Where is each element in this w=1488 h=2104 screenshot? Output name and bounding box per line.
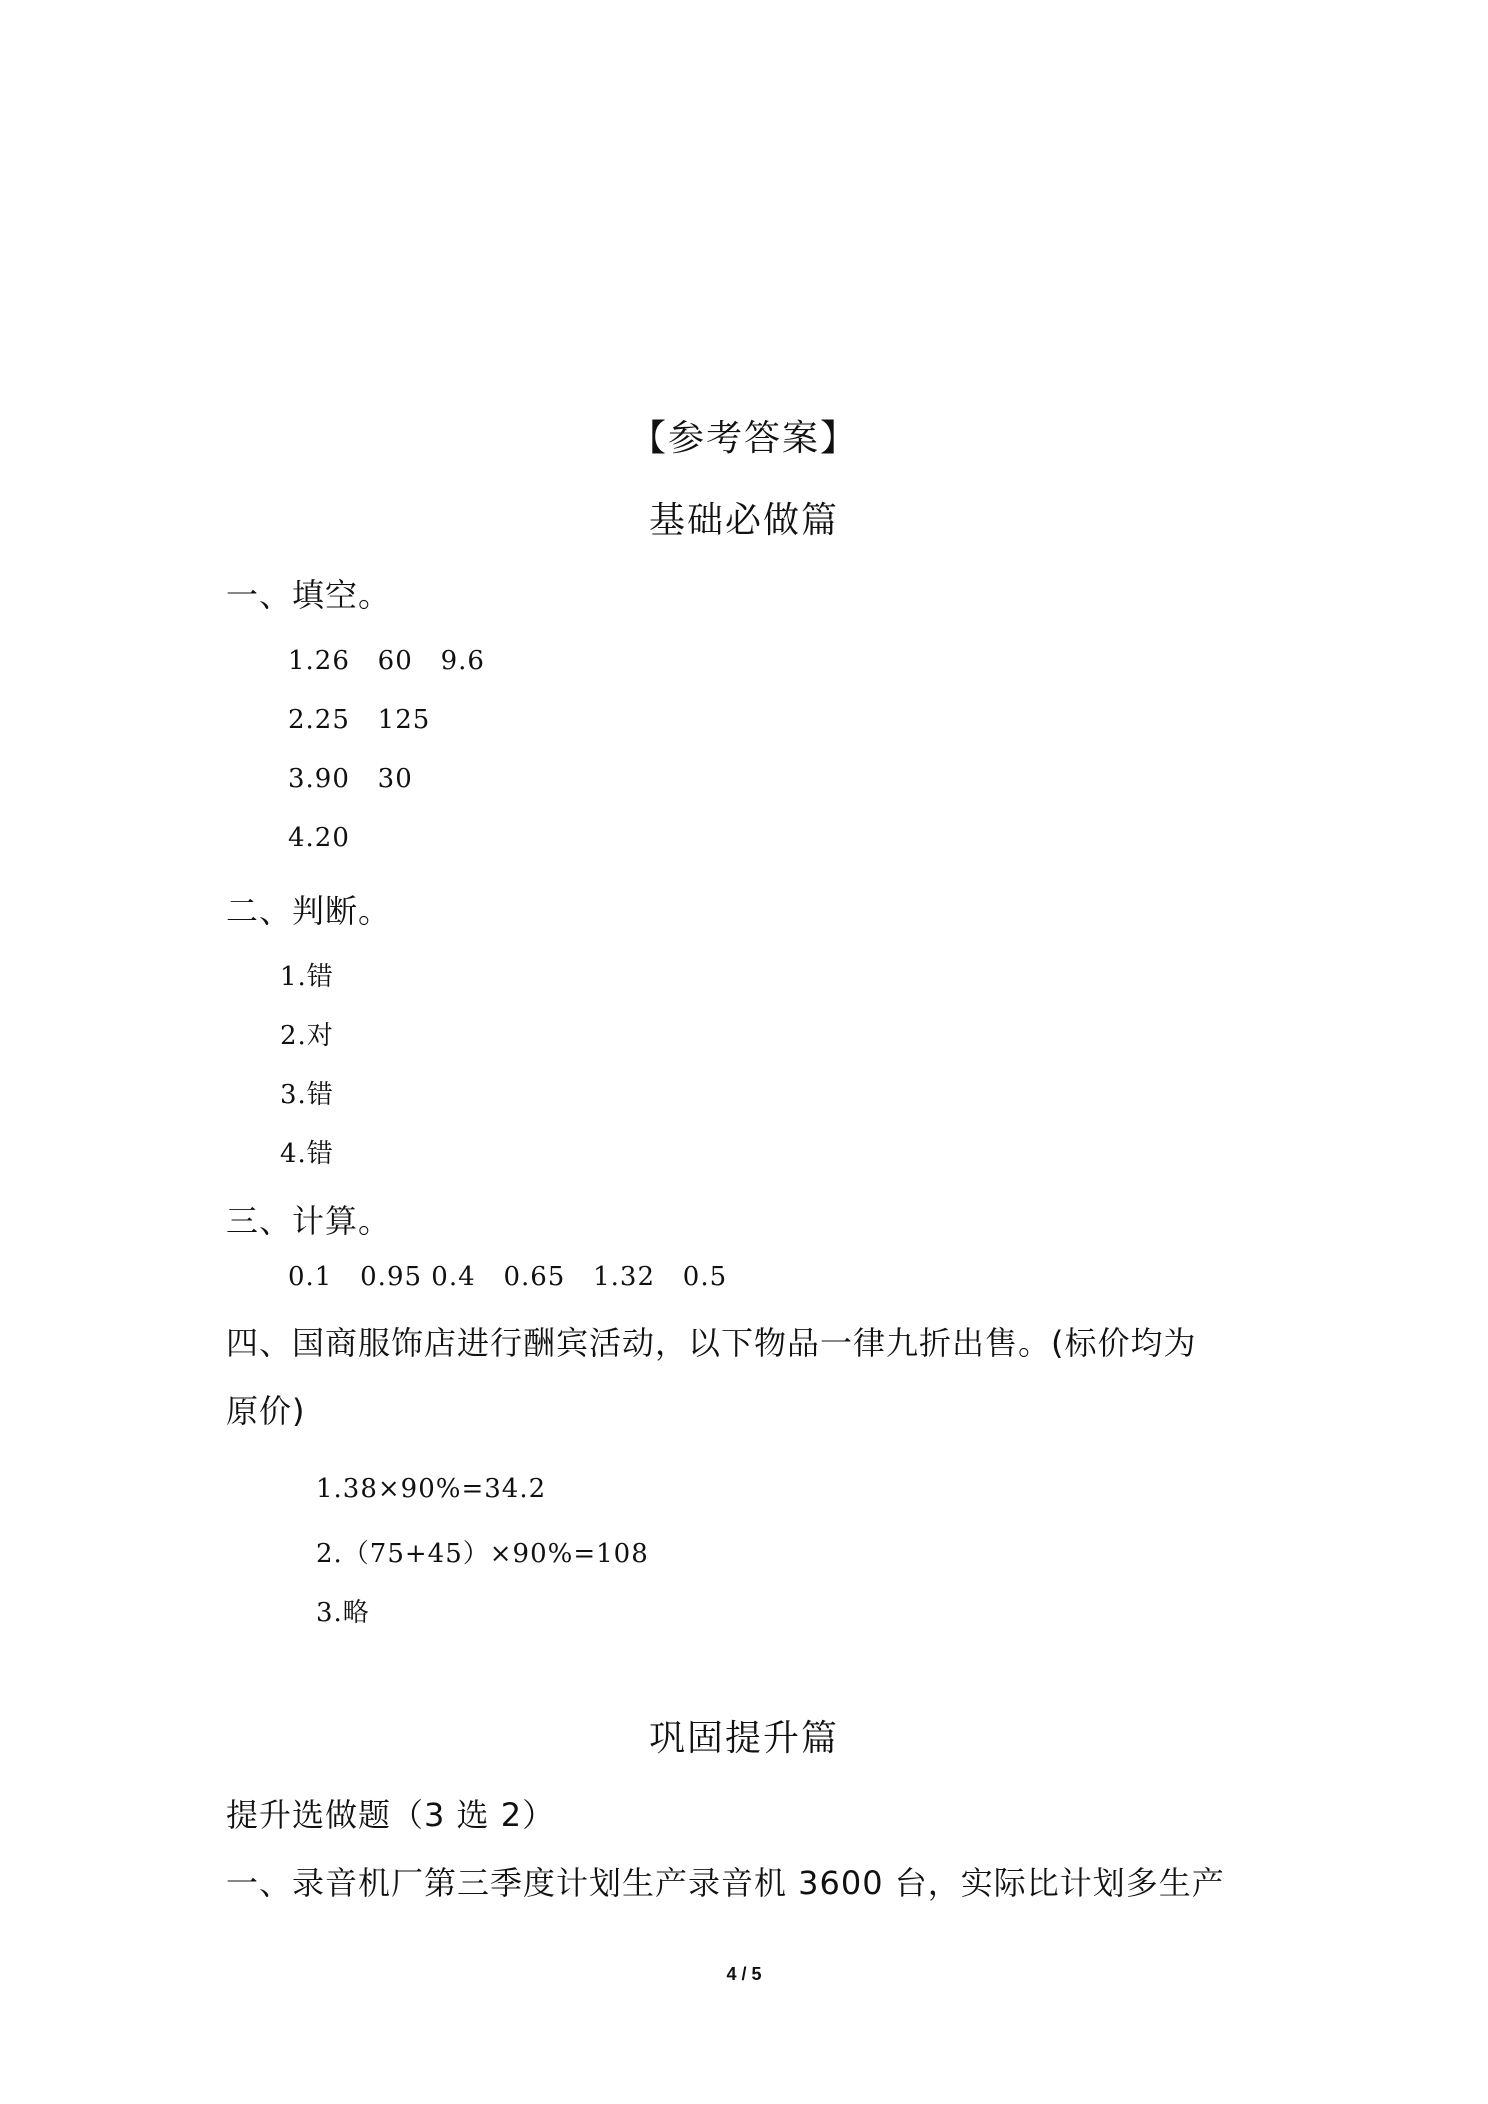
section-heading-advanced: 巩固提升篇 [648, 1718, 839, 1759]
answer-line: 3.90 30 [288, 764, 413, 794]
answer-line: 0.1 0.95 0.4 0.65 1.32 0.5 [288, 1262, 728, 1292]
question-text: 一、录音机厂第三季度计划生产录音机 3600 台，实际比计划多生产 [226, 1864, 1225, 1902]
answer-line: 1.错 [280, 962, 334, 992]
optional-questions-heading: 提升选做题（3 选 2） [226, 1796, 556, 1834]
answer-line: 1.26 60 9.6 [288, 646, 485, 676]
page-number: 4 / 5 [726, 1964, 762, 1984]
answer-line: 3.错 [280, 1080, 334, 1110]
part-heading-calculation: 三、计算。 [226, 1202, 392, 1240]
answer-line: 2.25 125 [288, 705, 431, 735]
answer-line: 2.对 [280, 1021, 334, 1051]
answer-line: 2.（75+45）×90%=108 [316, 1539, 649, 1569]
answer-line: 4.错 [280, 1139, 334, 1169]
part-heading-judgement: 二、判断。 [226, 892, 392, 930]
answer-line: 3.略 [316, 1598, 370, 1628]
part-heading-fill-blank: 一、填空。 [226, 576, 392, 614]
answer-line: 1.38×90%=34.2 [316, 1474, 547, 1504]
part-heading-discount-problem-cont: 原价) [226, 1392, 306, 1430]
part-heading-discount-problem: 四、国商服饰店进行酬宾活动，以下物品一律九折出售。(标价均为 [226, 1324, 1197, 1362]
section-heading-basic: 基础必做篇 [648, 500, 839, 541]
answer-key-title: 【参考答案】 [629, 418, 858, 459]
answer-line: 4.20 [288, 823, 350, 853]
